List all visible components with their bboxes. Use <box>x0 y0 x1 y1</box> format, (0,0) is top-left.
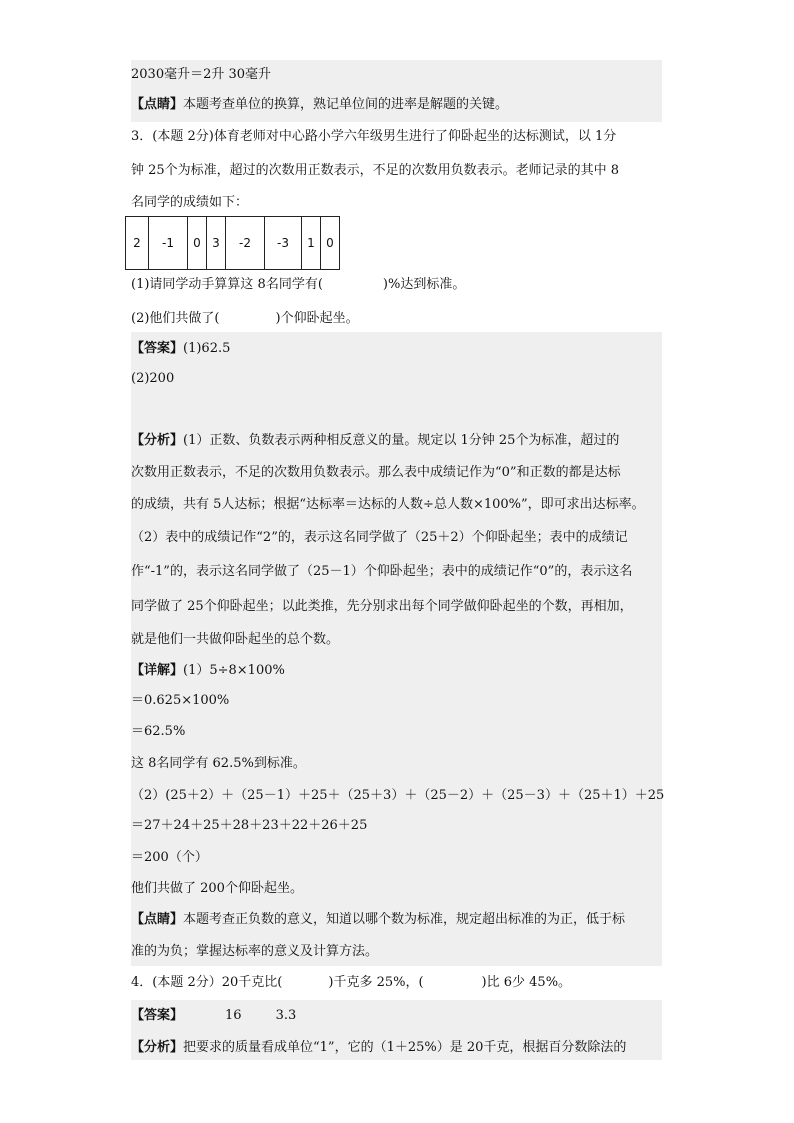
q3-sub1-a: (1)请同学动手算算这 8名同学有( <box>131 277 323 292</box>
q3-detail-line-2: ＝0.625×100% <box>131 693 230 708</box>
q3-analysis-line-1 <box>131 432 619 450</box>
q4-answer-2: 3.3 <box>275 1008 297 1023</box>
q4-stem-c: )比 6少 45%。 <box>481 975 572 990</box>
q3-analysis-line-4: （2）表中的成绩记作“2”的，表示这名同学做了（25＋2）个仰卧起坐；表中的成绩记 <box>131 530 628 545</box>
score-cell: 3 <box>207 217 226 270</box>
q4-stem-a: 4．(本题 2分）20千克比( <box>131 975 283 990</box>
q3-sub2 <box>131 310 359 328</box>
q3-stem-line-3: 名同学的成绩如下： <box>131 195 249 210</box>
q3-detail-line-1 <box>131 662 285 680</box>
q3-detail-line-3: ＝62.5% <box>131 724 186 739</box>
q4-answer-line <box>131 1007 296 1025</box>
score-cell: 2 <box>126 217 149 270</box>
score-cell: -1 <box>149 217 188 270</box>
q3-sub1-b: )%达到标准。 <box>382 277 466 292</box>
score-cell: 0 <box>188 217 207 270</box>
q3-sub2-a: (2)他们共做了( <box>131 311 220 326</box>
q3-analysis-line-6: 同学做了 25个仰卧起坐；以此类推，先分别求出每个同学做仰卧起坐的个数，再相加， <box>131 599 633 614</box>
q3-answer-1: (1)62.5 <box>183 341 231 356</box>
q3-analysis-line-2: 次数用正数表示，不足的次数用负数表示。那么表中成绩记作为“0”和正数的都是达标 <box>131 465 621 480</box>
q3-detail-line-6: ＝27＋24＋25＋28＋23＋22＋26＋25 <box>131 818 368 833</box>
score-cell: 1 <box>302 217 321 270</box>
prev-tip-text: 本题考查单位的换算，熟记单位间的进率是解题的关键。 <box>183 97 509 112</box>
q4-answer-1: 16 <box>225 1008 242 1023</box>
score-cell: -3 <box>265 217 302 270</box>
q3-analysis-line-3: 的成绩，共有 5人达标；根据“达标率＝达标的人数÷总人数×100%”，即可求出达标率。 <box>131 497 645 512</box>
q3-detail-text: (1）5÷8×100% <box>183 663 285 678</box>
q3-tip-line-1 <box>131 911 625 929</box>
tip-tag: 【点睛】 <box>131 912 184 927</box>
answer-tag: 【答案】 <box>131 341 184 356</box>
tip-tag: 【点睛】 <box>131 97 184 112</box>
q3-answer-2: (2)200 <box>131 371 175 386</box>
q4-stem-b: )千克多 25%，( <box>328 975 424 990</box>
score-cell: -2 <box>226 217 265 270</box>
q3-analysis-line-5: 作“-1”的，表示这名同学做了（25－1）个仰卧起坐；表中的成绩记作“0”的，表示这名 <box>131 564 633 579</box>
q3-stem-line-1: 3．(本题 2分)体育老师对中心路小学六年级男生进行了仰卧起坐的达标测试，以 1分 <box>131 129 617 144</box>
q3-detail-line-7: ＝200（个） <box>131 850 208 865</box>
q3-detail-line-8: 他们共做了 200个仰卧起坐。 <box>131 881 303 896</box>
prev-tip-line <box>131 96 508 114</box>
q3-detail-line-5: （2）(25＋2）＋（25－1）＋25＋（25＋3）＋（25－2）＋（25－3）＋（25＋1）＋25 <box>131 788 665 803</box>
q3-analysis-text: (1）正数、负数表示两种相反意义的量。规定以 1分钟 25个为标准，超过的 <box>183 433 620 448</box>
scores-row <box>126 217 340 270</box>
q3-sub2-b: )个仰卧起坐。 <box>275 311 359 326</box>
score-cell: 0 <box>321 217 340 270</box>
q3-tip-line-2: 准的为负；掌握达标率的意义及计算方法。 <box>131 944 379 959</box>
q3-analysis-line-7: 就是他们一共做仰卧起坐的总个数。 <box>131 632 340 647</box>
q4-analysis-line <box>131 1039 626 1057</box>
q3-stem-line-2: 钟 25个为标准，超过的次数用正数表示，不足的次数用负数表示。老师记录的其中 8 <box>131 163 620 178</box>
q3-tip-text: 本题考查正负数的意义，知道以哪个数为标准，规定超出标准的为正，低于标 <box>183 912 626 927</box>
q3-sub1 <box>131 276 465 294</box>
q3-answer-line <box>131 340 230 358</box>
answer-tag: 【答案】 <box>131 1008 184 1023</box>
detail-tag: 【详解】 <box>131 663 184 678</box>
prev-result-line: 2030毫升＝2升 30毫升 <box>131 67 272 82</box>
q4-analysis-text: 把要求的质量看成单位“1”，它的（1＋25%）是 20千克，根据百分数除法的 <box>183 1040 627 1055</box>
q3-answer-bg <box>131 332 665 966</box>
analysis-tag: 【分析】 <box>131 1040 184 1055</box>
analysis-tag: 【分析】 <box>131 433 184 448</box>
q4-stem <box>131 974 571 992</box>
scores-table <box>125 216 340 270</box>
q3-detail-line-4: 这 8名同学有 62.5%到标准。 <box>131 756 306 771</box>
